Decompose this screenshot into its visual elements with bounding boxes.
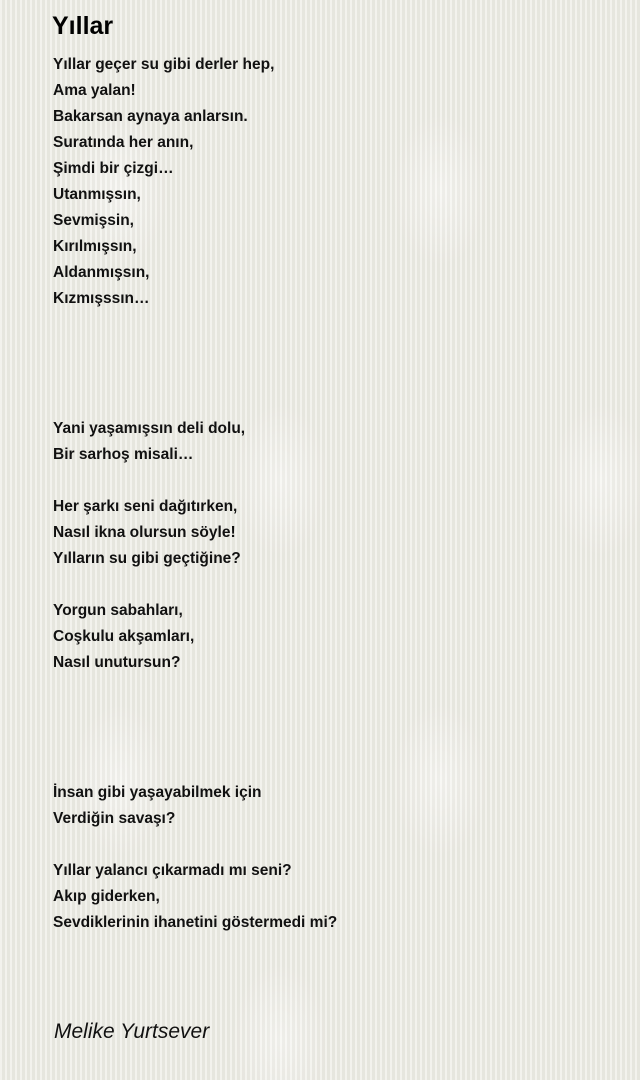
stanza-spacer xyxy=(53,338,613,416)
poem-line: Nasıl ikna olursun söyle! xyxy=(53,524,236,541)
poem-line: Aldanmışsın, xyxy=(53,264,150,281)
poem-line: Coşkulu akşamları, xyxy=(53,628,195,645)
stanza-4 xyxy=(53,598,613,676)
poem-line: Nasıl unutursun? xyxy=(53,654,181,671)
poem-line: Sevdiklerinin ihanetini göstermedi mi? xyxy=(53,914,338,931)
stanza-1 xyxy=(53,52,613,312)
poem-title: Yıllar xyxy=(52,12,114,40)
poem-line: Yorgun sabahları, xyxy=(53,602,183,619)
poem-line: Bakarsan aynaya anlarsın. xyxy=(53,108,248,125)
poem-author: Melike Yurtsever xyxy=(54,1020,210,1043)
stanza-3 xyxy=(53,494,613,572)
poem-line: Akıp giderken, xyxy=(53,888,160,905)
stanza-2 xyxy=(53,416,613,468)
poem-body xyxy=(53,52,613,962)
poem-line: Yıllar geçer su gibi derler hep, xyxy=(53,56,275,73)
stanza-spacer xyxy=(53,702,613,780)
poem-line: Kızmışssın… xyxy=(53,290,150,307)
stanza-5 xyxy=(53,780,613,832)
poem-line: Her şarkı seni dağıtırken, xyxy=(53,498,238,515)
poem-line: Verdiğin savaşı? xyxy=(53,810,176,827)
poem-line: Yani yaşamışsın deli dolu, xyxy=(53,420,246,437)
poem-line: Bir sarhoş misali… xyxy=(53,446,194,463)
poem-line: Sevmişsin, xyxy=(53,212,134,229)
poem-line: Utanmışsın, xyxy=(53,186,141,203)
poem-line: Yılların su gibi geçtiğine? xyxy=(53,550,241,567)
stanza-6 xyxy=(53,858,613,936)
poem-line: Kırılmışsın, xyxy=(53,238,137,255)
poem-line: Şimdi bir çizgi… xyxy=(53,160,174,177)
poem-line: Yıllar yalancı çıkarmadı mı seni? xyxy=(53,862,292,879)
poem-line: Suratında her anın, xyxy=(53,134,194,151)
poem-line: Ama yalan! xyxy=(53,82,136,99)
poem-line: İnsan gibi yaşayabilmek için xyxy=(53,784,262,801)
